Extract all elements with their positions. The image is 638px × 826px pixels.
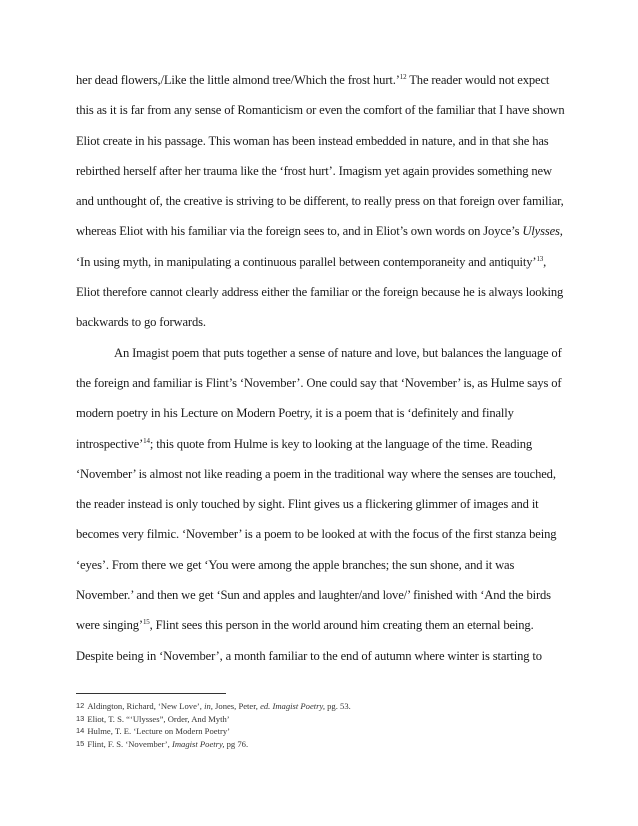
text-line — [76, 156, 566, 186]
footnote — [76, 713, 566, 726]
text-run: Aldington, Richard, ‘New Love’, — [87, 701, 205, 711]
footnote-ref: 15 — [142, 618, 150, 627]
text-run: the reader instead is only touched by sight. Flint gives us a flickering glimmer of images and it — [76, 497, 539, 512]
text-line — [76, 307, 566, 337]
text-run: pg. 53. — [324, 701, 351, 711]
text-line — [76, 398, 566, 428]
text-run: Eliot, T. S. “‘Ulysses”, Order, And Myth’ — [87, 713, 230, 724]
text-line — [76, 277, 566, 307]
footnote — [76, 725, 566, 738]
text-line — [76, 610, 566, 640]
italic-text: ed. Imagist Poetry, — [260, 701, 325, 711]
text-run: rebirthed herself after her trauma like the ‘frost hurt’. Imagism yet again provides something new — [76, 163, 552, 178]
italic-text: Ulysses, — [522, 224, 563, 239]
text-line — [76, 216, 566, 246]
text-run: whereas Eliot with his familiar via the foreign sees to, and in Eliot’s own words on Joyce’s — [76, 224, 523, 239]
text-run: ‘In using myth, in manipulating a continuous parallel between contemporaneity and antiquity’ — [76, 254, 537, 269]
italic-text: Imagist Poetry, — [171, 738, 225, 749]
footnote — [76, 738, 566, 751]
text-run: Flint, F. S. ‘November’, — [87, 738, 172, 749]
text-run: introspective’ — [76, 436, 144, 451]
text-run: were singing’ — [76, 618, 143, 633]
text-line — [76, 338, 566, 368]
text-line — [76, 489, 566, 519]
text-line — [76, 186, 566, 216]
text-line — [76, 580, 566, 610]
text-run: this as it is far from any sense of Romanticism or even the comfort of the familiar that I have shown — [76, 103, 565, 118]
text-line — [76, 429, 566, 459]
text-line — [76, 641, 566, 671]
text-run: The reader would not expect — [406, 73, 550, 87]
text-line — [76, 459, 566, 489]
text-line — [76, 368, 566, 398]
text-run: and unthought of, the creative is striving to be different, to really press on that foreign over familiar, — [76, 194, 564, 209]
footnote-ref: 13 — [536, 254, 544, 263]
footnote-ref: 12 — [399, 73, 407, 81]
text-line — [76, 519, 566, 549]
footnote-separator — [76, 693, 226, 694]
text-run: Despite being in ‘November’, a month familiar to the end of autumn where winter is starting to — [76, 648, 542, 663]
text-run: Hulme, T. E. ‘Lecture on Modern Poetry’ — [87, 726, 230, 737]
text-line — [76, 247, 566, 277]
footnote-ref: 14 — [143, 436, 150, 445]
text-run: ; this quote from Hulme is key to looking at the language of the time. Reading — [149, 436, 532, 451]
footnote-number: 12 — [76, 701, 85, 710]
text-run: backwards to go forwards. — [76, 315, 206, 330]
text-run: her dead flowers,/Like the little almond tree/Which the frost hurt.’ — [76, 73, 400, 87]
text-run: November.’ and then we get ‘Sun and apples and laughter/and love/’ finished with ‘And the birds — [76, 588, 551, 603]
footnote-number: 14 — [76, 726, 85, 736]
footnote-number: 13 — [76, 713, 85, 723]
text-line — [76, 65, 566, 95]
text-run: ‘November’ is almost not like reading a poem in the traditional way where the senses are touched, — [76, 466, 556, 481]
text-run: , — [543, 254, 547, 269]
text-line — [76, 550, 566, 580]
text-run: An Imagist poem that puts together a sense of nature and love, but balances the language of — [114, 345, 562, 360]
text-run: Jones, Peter, — [212, 701, 261, 711]
text-run: Eliot create in his passage. This woman has been instead embedded in nature, and in that she has — [76, 133, 549, 148]
text-run: pg 76. — [224, 738, 249, 749]
text-run: Eliot therefore cannot clearly address either the familiar or the foreign because he is always looking — [76, 285, 564, 300]
footnotes — [76, 700, 566, 750]
text-line — [76, 95, 566, 125]
text-run: , Flint sees this person in the world around him creating them an eternal being. — [149, 618, 534, 633]
body-text — [76, 65, 566, 671]
footnote-number: 15 — [76, 738, 85, 748]
footnote — [76, 700, 566, 713]
italic-text: in, — [204, 701, 213, 711]
text-run: ‘eyes’. From there we get ‘You were among the apple branches; the sun shone, and it was — [76, 557, 515, 572]
text-run: becomes very filmic. ‘November’ is a poem to be looked at with the focus of the first stanza being — [76, 527, 557, 542]
text-line — [76, 126, 566, 156]
text-run: the foreign and familiar is Flint’s ‘November’. One could say that ‘November’ is, as Hulme says of — [76, 375, 562, 390]
text-run: modern poetry in his Lecture on Modern Poetry, it is a poem that is ‘definitely and finally — [76, 406, 514, 421]
